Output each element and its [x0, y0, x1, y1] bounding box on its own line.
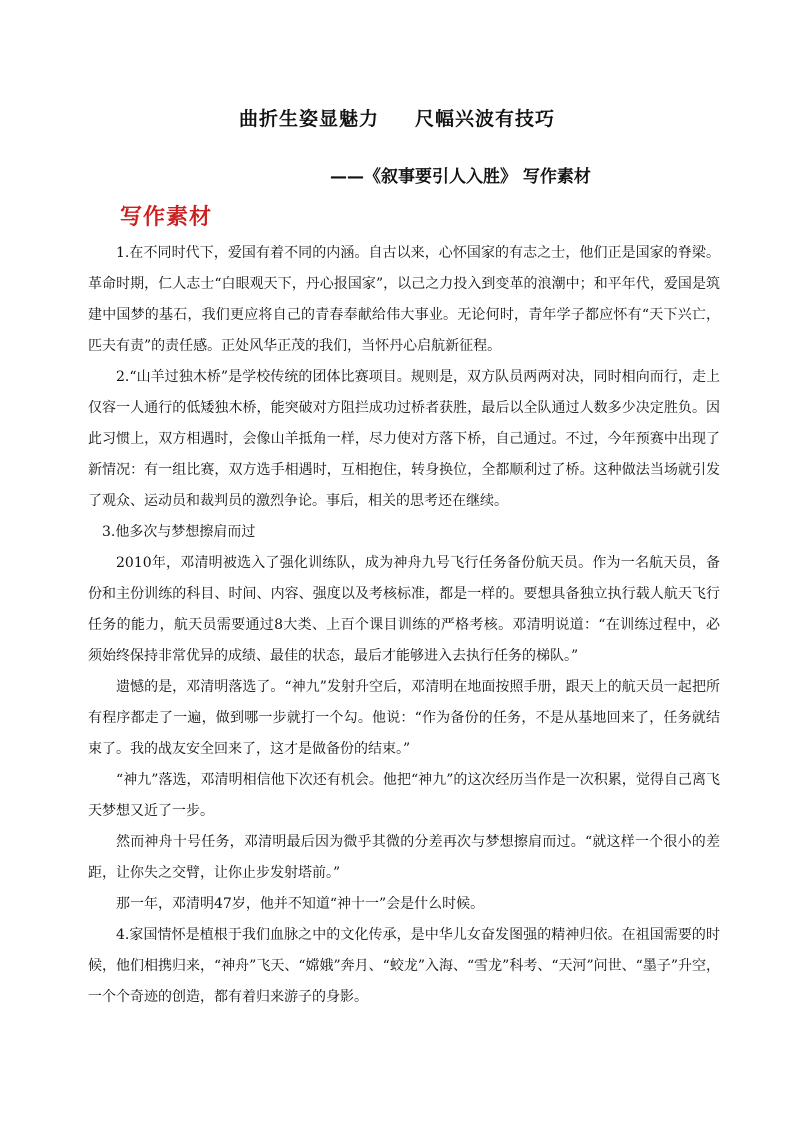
title-part-2: 尺幅兴波有技巧: [415, 108, 556, 130]
paragraph-3-4: 然而神舟十号任务，邓清明最后因为微乎其微的分差再次与梦想擦肩而过。“就这样一个很小的差距，让你失之交臂，让你止步发射塔前。”: [88, 834, 720, 881]
paragraph-3-2: 遗憾的是，邓清明落选了。“神九”发射升空后，邓清明在地面按照手册，跟天上的航天员一起把所有程序都走了一遍，做到哪一步就打一个勾。他说：“作为备份的任务，不是从基地回来了，任务就结束了。我的战友安全回来了，这才是做备份的结束。”: [88, 679, 720, 757]
paragraph-4: 4.家国情怀是植根于我们血脉之中的文化传承，是中华儿女奋发图强的精神归依。在祖国需要的时候，他们相携归来，“神舟”飞天、“嫦娥”奔月、“蛟龙”入海、“雪龙”科考、“天河”问世、“墨子”升空，一个个奇迹的创造，都有着归来游子的身影。: [88, 927, 720, 1005]
section-heading: 写作素材: [120, 205, 213, 230]
paragraph-3-5: 那一年，邓清明47岁，他并不知道“神十一”会是什么时候。: [116, 896, 485, 912]
document-body: [88, 238, 720, 1013]
page-title: [0, 104, 794, 131]
paragraph-2: 2.“山羊过独木桥”是学校传统的团体比赛项目。规则是，双方队员两两对决，同时相向而行，走上仅容一人通行的低矮独木桥，能突破对方阻拦成功过桥者获胜，最后以全队通过人数多少决定胜负。因此习惯上，双方相遇时，会像山羊抵角一样，尽力使对方落下桥，自己通过。不过，今年预赛中出现了新情况：有一组比赛，双方选手相遇时，互相抱住，转身换位，全都顺利过了桥。这种做法当场就引发了观众、运动员和裁判员的激烈争论。事后，相关的思考还在继续。: [88, 369, 720, 509]
paragraph-3-heading: 3.他多次与梦想擦肩而过: [102, 524, 256, 540]
paragraph-1: 1.在不同时代下，爱国有着不同的内涵。自古以来，心怀国家的有志之士，他们正是国家的脊梁。革命时期，仁人志士“白眼观天下，丹心报国家”，以己之力投入到变革的浪潮中；和平年代，爱国是筑建中国梦的基石，我们更应将自己的青春奉献给伟大事业。无论何时，青年学子都应怀有“天下兴亡，匹夫有责”的责任感。正处风华正茂的我们，当怀丹心启航新征程。: [88, 245, 720, 354]
page-subtitle: ——《叙事要引人入胜》 写作素材: [330, 167, 591, 187]
paragraph-3-3: “神九”落选，邓清明相信他下次还有机会。他把“神九”的这次经历当作是一次积累，觉得自己离飞天梦想又近了一步。: [88, 772, 720, 819]
paragraph-3-1: 2010年，邓清明被选入了强化训练队，成为神舟九号飞行任务备份航天员。作为一名航天员，备份和主份训练的科目、时间、内容、强度以及考核标准，都是一样的。要想具备独立执行载人航天飞行任务的能力，航天员需要通过8大类、上百个课目训练的严格考核。邓清明说道：“在训练过程中，必须始终保持非常优异的成绩、最佳的状态，最后才能够进入去执行任务的梯队。”: [88, 555, 720, 664]
title-part-1: 曲折生姿显魅力: [238, 108, 379, 130]
